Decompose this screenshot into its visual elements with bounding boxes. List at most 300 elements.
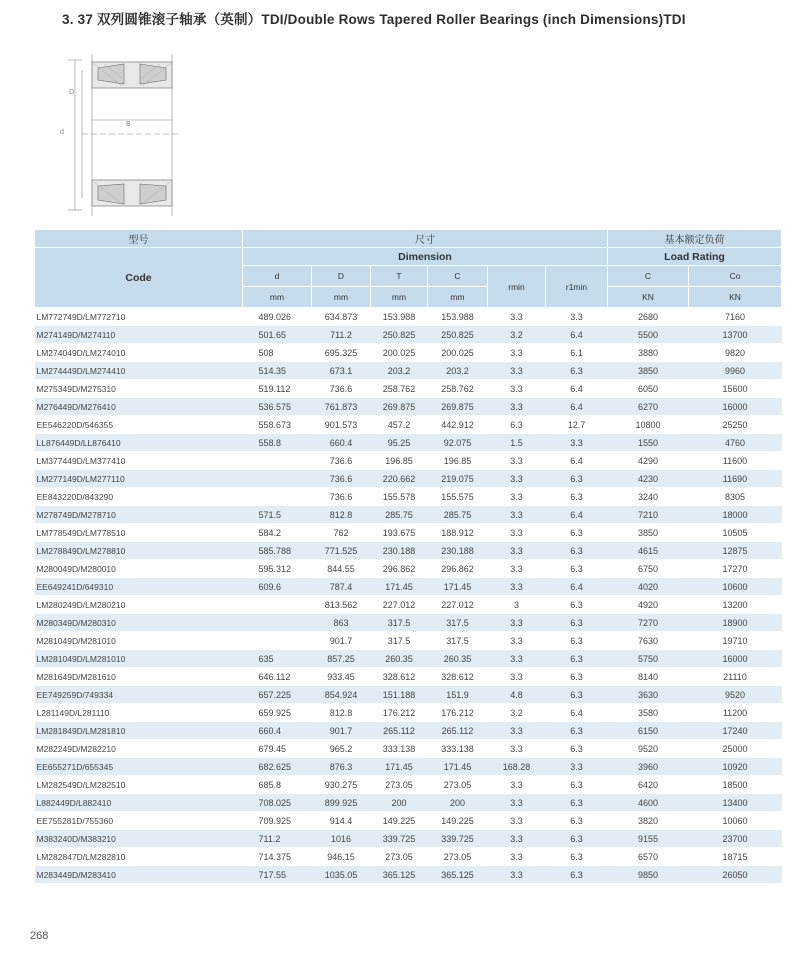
cell-r1min: 3.3 [546, 758, 608, 776]
cell-D: 876.3 [312, 758, 371, 776]
unit-D: mm [312, 287, 371, 308]
cell-C: 333.138 [428, 740, 488, 758]
table-row [35, 452, 782, 470]
cell-load-c: 9520 [608, 740, 689, 758]
table-row [35, 650, 782, 668]
cell-rmin: 3.3 [488, 740, 546, 758]
cell-d: 519.112 [243, 380, 312, 398]
cell-load-c: 1550 [608, 434, 689, 452]
cell-C: 151.9 [428, 686, 488, 704]
cell-rmin: 3.3 [488, 722, 546, 740]
page-title: 3. 37 双列圆锥滚子轴承（英制）TDI/Double Rows Tapered Roller Bearings (inch Dimensions)TDI [62, 12, 686, 27]
cell-d: 717.55 [243, 866, 312, 884]
cell-d: 501.65 [243, 326, 312, 344]
cell-rmin: 3.3 [488, 776, 546, 794]
cell-d: 558.8 [243, 434, 312, 452]
cell-code: M281649D/M281610 [35, 668, 243, 686]
table-row [35, 596, 782, 614]
cell-T: 317.5 [371, 614, 428, 632]
table-row [35, 380, 782, 398]
table-row [35, 506, 782, 524]
cell-load-c: 6270 [608, 398, 689, 416]
cell-C: 230.188 [428, 542, 488, 560]
cell-load-c: 4290 [608, 452, 689, 470]
cell-load-co: 25000 [689, 740, 782, 758]
cell-r1min: 6.3 [546, 812, 608, 830]
cell-code: LM281049D/LM281010 [35, 650, 243, 668]
cell-rmin: 3.3 [488, 488, 546, 506]
cell-rmin: 3.3 [488, 344, 546, 362]
cell-r1min: 6.3 [546, 488, 608, 506]
cell-load-c: 3820 [608, 812, 689, 830]
cell-D: 787.4 [312, 578, 371, 596]
cell-rmin: 3.3 [488, 506, 546, 524]
cell-D: 854.924 [312, 686, 371, 704]
cell-T: 285.75 [371, 506, 428, 524]
cell-D: 914.4 [312, 812, 371, 830]
cell-r1min: 6.4 [546, 506, 608, 524]
cell-rmin: 1.5 [488, 434, 546, 452]
cell-D: 1035.05 [312, 866, 371, 884]
cell-r1min: 6.3 [546, 794, 608, 812]
cell-D: 660.4 [312, 434, 371, 452]
cell-r1min: 6.1 [546, 344, 608, 362]
cell-d: 571.5 [243, 506, 312, 524]
cell-D: 711.2 [312, 326, 371, 344]
cell-load-co: 9960 [689, 362, 782, 380]
header-code: Code [35, 248, 243, 308]
cell-T: 196.85 [371, 452, 428, 470]
cell-T: 230.188 [371, 542, 428, 560]
cell-rmin: 3.3 [488, 848, 546, 866]
cell-T: 317.5 [371, 632, 428, 650]
diagram-label-b: B [126, 121, 131, 128]
cell-r1min: 6.4 [546, 380, 608, 398]
cell-load-c: 3960 [608, 758, 689, 776]
cell-C: 339.725 [428, 830, 488, 848]
cell-r1min: 6.3 [546, 596, 608, 614]
cell-r1min: 6.3 [546, 632, 608, 650]
col-header-load-c: C [608, 266, 689, 287]
cell-D: 965.2 [312, 740, 371, 758]
cell-load-c: 4615 [608, 542, 689, 560]
cell-T: 203.2 [371, 362, 428, 380]
diagram-label-d-outer: D [69, 89, 75, 96]
cell-rmin: 3.3 [488, 668, 546, 686]
cell-D: 857.25 [312, 650, 371, 668]
cell-C: 285.75 [428, 506, 488, 524]
cell-load-c: 3240 [608, 488, 689, 506]
cell-load-co: 18900 [689, 614, 782, 632]
table-row [35, 434, 782, 452]
cell-T: 95.25 [371, 434, 428, 452]
cell-D: 771.525 [312, 542, 371, 560]
cell-rmin: 168.28 [488, 758, 546, 776]
cell-load-c: 3580 [608, 704, 689, 722]
cell-load-c: 3630 [608, 686, 689, 704]
table-row [35, 398, 782, 416]
cell-r1min: 6.3 [546, 524, 608, 542]
cell-load-c: 4020 [608, 578, 689, 596]
cell-rmin: 3.3 [488, 794, 546, 812]
table-row [35, 758, 782, 776]
cell-load-co: 26050 [689, 866, 782, 884]
cell-d: 682.625 [243, 758, 312, 776]
cell-d: 709.925 [243, 812, 312, 830]
cell-D: 813.562 [312, 596, 371, 614]
cell-r1min: 6.3 [546, 848, 608, 866]
cell-d: 489.026 [243, 308, 312, 326]
header-model-cn: 型号 [35, 230, 243, 248]
cell-load-c: 9155 [608, 830, 689, 848]
cell-T: 171.45 [371, 578, 428, 596]
cell-C: 153.988 [428, 308, 488, 326]
cell-code: LM778549D/LM778510 [35, 524, 243, 542]
cell-code: EE649241D/649310 [35, 578, 243, 596]
cell-d: 679.45 [243, 740, 312, 758]
cell-load-c: 7210 [608, 506, 689, 524]
cell-r1min: 6.3 [546, 740, 608, 758]
table-row [35, 416, 782, 434]
cell-load-co: 9820 [689, 344, 782, 362]
table-row [35, 812, 782, 830]
cell-rmin: 3.3 [488, 632, 546, 650]
cell-rmin: 3.3 [488, 452, 546, 470]
cell-D: 673.1 [312, 362, 371, 380]
cell-T: 269.875 [371, 398, 428, 416]
cell-T: 365.125 [371, 866, 428, 884]
header-dimension-en: Dimension [243, 248, 608, 266]
cell-C: 365.125 [428, 866, 488, 884]
cell-load-c: 4230 [608, 470, 689, 488]
cell-load-c: 2680 [608, 308, 689, 326]
cell-load-co: 11690 [689, 470, 782, 488]
cell-D: 812.8 [312, 506, 371, 524]
cell-r1min: 6.4 [546, 398, 608, 416]
cell-rmin: 3.3 [488, 560, 546, 578]
cell-D: 930.275 [312, 776, 371, 794]
cell-D: 946.15 [312, 848, 371, 866]
page-number: 268 [30, 930, 49, 942]
cell-r1min: 6.3 [546, 776, 608, 794]
cell-load-co: 13700 [689, 326, 782, 344]
cell-D: 736.6 [312, 452, 371, 470]
cell-T: 200 [371, 794, 428, 812]
cell-T: 171.45 [371, 758, 428, 776]
table-row [35, 686, 782, 704]
table-row [35, 578, 782, 596]
cell-code: EE843220D/843290 [35, 488, 243, 506]
cell-load-co: 11600 [689, 452, 782, 470]
cell-C: 227.012 [428, 596, 488, 614]
cell-load-c: 3850 [608, 524, 689, 542]
cell-code: LM282847D/LM282810 [35, 848, 243, 866]
header-load-cn: 基本额定负荷 [608, 230, 782, 248]
cell-C: 149.225 [428, 812, 488, 830]
cell-code: L281149D/L281110 [35, 704, 243, 722]
cell-code: LM274049D/LM274010 [35, 344, 243, 362]
cell-r1min: 6.3 [546, 866, 608, 884]
cell-load-c: 6420 [608, 776, 689, 794]
cell-C: 317.5 [428, 632, 488, 650]
cell-code: LM281849D/LM281810 [35, 722, 243, 740]
table-row [35, 722, 782, 740]
cell-rmin: 3.3 [488, 812, 546, 830]
cell-r1min: 12.7 [546, 416, 608, 434]
cell-rmin: 3.3 [488, 542, 546, 560]
table-row [35, 632, 782, 650]
cell-rmin: 3.3 [488, 308, 546, 326]
cell-d [243, 488, 312, 506]
cell-C: 260.35 [428, 650, 488, 668]
cell-d [243, 632, 312, 650]
cell-D: 634.873 [312, 308, 371, 326]
cell-rmin: 3.3 [488, 398, 546, 416]
cell-d: 657.225 [243, 686, 312, 704]
cell-D: 1016 [312, 830, 371, 848]
header-dimension-cn: 尺寸 [243, 230, 608, 248]
cell-r1min: 3.3 [546, 308, 608, 326]
cell-d: 646.112 [243, 668, 312, 686]
cell-code: LM277149D/LM277110 [35, 470, 243, 488]
cell-T: 151.188 [371, 686, 428, 704]
cell-load-co: 15600 [689, 380, 782, 398]
cell-code: EE655271D/655345 [35, 758, 243, 776]
cell-d [243, 470, 312, 488]
cell-code: M281049D/M281010 [35, 632, 243, 650]
table-row [35, 524, 782, 542]
col-header-load-co: Co [689, 266, 782, 287]
cell-rmin: 3.2 [488, 704, 546, 722]
cell-C: 273.05 [428, 776, 488, 794]
cell-load-c: 3880 [608, 344, 689, 362]
cell-T: 200.025 [371, 344, 428, 362]
cell-code: M280049D/M280010 [35, 560, 243, 578]
cell-D: 901.7 [312, 722, 371, 740]
unit-C: mm [428, 287, 488, 308]
col-header-D: D [312, 266, 371, 287]
cell-d: 536.575 [243, 398, 312, 416]
table-row [35, 704, 782, 722]
table-row [35, 614, 782, 632]
cell-load-co: 16000 [689, 398, 782, 416]
cell-d: 711.2 [243, 830, 312, 848]
cell-T: 227.012 [371, 596, 428, 614]
cell-D: 844.55 [312, 560, 371, 578]
cell-D: 901.573 [312, 416, 371, 434]
cell-load-co: 7160 [689, 308, 782, 326]
cell-load-co: 12875 [689, 542, 782, 560]
cell-d: 508 [243, 344, 312, 362]
cell-T: 250.825 [371, 326, 428, 344]
table-row [35, 866, 782, 884]
cell-C: 258.762 [428, 380, 488, 398]
cell-load-c: 4600 [608, 794, 689, 812]
cell-T: 265.112 [371, 722, 428, 740]
cell-C: 171.45 [428, 758, 488, 776]
bearing-diagram [60, 50, 190, 220]
cell-d: 584.2 [243, 524, 312, 542]
cell-C: 265.112 [428, 722, 488, 740]
cell-r1min: 6.3 [546, 830, 608, 848]
cell-C: 196.85 [428, 452, 488, 470]
table-row [35, 362, 782, 380]
col-header-d: d [243, 266, 312, 287]
cell-rmin: 3.3 [488, 470, 546, 488]
cell-load-c: 10800 [608, 416, 689, 434]
cell-load-co: 13400 [689, 794, 782, 812]
unit-load-c: KN [608, 287, 689, 308]
cell-code: LM772749D/LM772710 [35, 308, 243, 326]
cell-C: 219.075 [428, 470, 488, 488]
cell-C: 176.212 [428, 704, 488, 722]
cell-load-co: 21110 [689, 668, 782, 686]
cell-C: 273.05 [428, 848, 488, 866]
cell-D: 762 [312, 524, 371, 542]
cell-code: M278749D/M278710 [35, 506, 243, 524]
cell-T: 339.725 [371, 830, 428, 848]
cell-C: 328.612 [428, 668, 488, 686]
cell-load-co: 16000 [689, 650, 782, 668]
cell-rmin: 4.8 [488, 686, 546, 704]
table-row [35, 794, 782, 812]
cell-D: 812.8 [312, 704, 371, 722]
cell-code: LL876449D/LL876410 [35, 434, 243, 452]
cell-load-co: 10060 [689, 812, 782, 830]
cell-load-co: 10920 [689, 758, 782, 776]
cell-D: 736.6 [312, 488, 371, 506]
col-header-rmin: rmin [488, 266, 546, 308]
cell-load-c: 3850 [608, 362, 689, 380]
cell-load-c: 6750 [608, 560, 689, 578]
cell-d: 659.925 [243, 704, 312, 722]
cell-d [243, 614, 312, 632]
cell-r1min: 6.3 [546, 560, 608, 578]
cell-d: 585.788 [243, 542, 312, 560]
cell-code: M280349D/M280310 [35, 614, 243, 632]
table-row [35, 848, 782, 866]
cell-load-co: 11200 [689, 704, 782, 722]
cell-C: 92.075 [428, 434, 488, 452]
table-row [35, 470, 782, 488]
table-row [35, 488, 782, 506]
cell-code: LM274449D/LM274410 [35, 362, 243, 380]
table-row [35, 344, 782, 362]
cell-load-co: 18500 [689, 776, 782, 794]
cell-load-co: 9520 [689, 686, 782, 704]
cell-C: 203.2 [428, 362, 488, 380]
cell-load-co: 25250 [689, 416, 782, 434]
cell-C: 200.025 [428, 344, 488, 362]
cell-rmin: 3.3 [488, 866, 546, 884]
cell-load-c: 9850 [608, 866, 689, 884]
cell-load-c: 5750 [608, 650, 689, 668]
cell-code: M282249D/M282210 [35, 740, 243, 758]
cell-r1min: 6.3 [546, 722, 608, 740]
cell-load-c: 4920 [608, 596, 689, 614]
col-header-C: C [428, 266, 488, 287]
cell-T: 155.578 [371, 488, 428, 506]
table-row [35, 740, 782, 758]
table-row [35, 776, 782, 794]
cell-code: M275349D/M275310 [35, 380, 243, 398]
cell-D: 899.925 [312, 794, 371, 812]
cell-rmin: 3.3 [488, 380, 546, 398]
cell-load-co: 10505 [689, 524, 782, 542]
cell-T: 333.138 [371, 740, 428, 758]
cell-rmin: 6.3 [488, 416, 546, 434]
cell-d: 595.312 [243, 560, 312, 578]
cell-load-c: 8140 [608, 668, 689, 686]
cell-r1min: 6.4 [546, 578, 608, 596]
table-row [35, 668, 782, 686]
table-row [35, 542, 782, 560]
diagram-label-d-inner: d [60, 129, 64, 136]
cell-load-c: 7630 [608, 632, 689, 650]
cell-r1min: 6.3 [546, 362, 608, 380]
unit-T: mm [371, 287, 428, 308]
cell-r1min: 6.3 [546, 542, 608, 560]
cell-D: 736.6 [312, 380, 371, 398]
cell-load-c: 7270 [608, 614, 689, 632]
cell-d: 714.375 [243, 848, 312, 866]
cell-load-c: 6570 [608, 848, 689, 866]
cell-T: 258.762 [371, 380, 428, 398]
unit-load-co: KN [689, 287, 782, 308]
table-row [35, 308, 782, 326]
cell-rmin: 3.3 [488, 650, 546, 668]
cell-C: 171.45 [428, 578, 488, 596]
table-body [35, 308, 782, 884]
cell-rmin: 3.3 [488, 830, 546, 848]
cell-T: 193.675 [371, 524, 428, 542]
cell-C: 200 [428, 794, 488, 812]
cell-load-c: 5500 [608, 326, 689, 344]
cell-d [243, 596, 312, 614]
cell-load-co: 17240 [689, 722, 782, 740]
cell-d: 514.35 [243, 362, 312, 380]
cell-D: 933.45 [312, 668, 371, 686]
cell-D: 761.873 [312, 398, 371, 416]
cell-C: 442.912 [428, 416, 488, 434]
cell-T: 149.225 [371, 812, 428, 830]
cell-T: 457.2 [371, 416, 428, 434]
cell-D: 901.7 [312, 632, 371, 650]
cell-C: 188.912 [428, 524, 488, 542]
cell-code: LM280249D/LM280210 [35, 596, 243, 614]
cell-load-c: 6150 [608, 722, 689, 740]
cell-d: 609.6 [243, 578, 312, 596]
cell-r1min: 6.4 [546, 704, 608, 722]
cell-load-co: 10600 [689, 578, 782, 596]
cell-rmin: 3.3 [488, 362, 546, 380]
cell-code: M383240D/M383210 [35, 830, 243, 848]
cell-rmin: 3.2 [488, 326, 546, 344]
unit-d: mm [243, 287, 312, 308]
cell-code: EE749259D/749334 [35, 686, 243, 704]
cell-code: EE755281D/755360 [35, 812, 243, 830]
table-row [35, 326, 782, 344]
col-header-T: T [371, 266, 428, 287]
cell-r1min: 6.4 [546, 452, 608, 470]
cell-T: 296.862 [371, 560, 428, 578]
cell-C: 296.862 [428, 560, 488, 578]
table-row [35, 830, 782, 848]
cell-D: 736.6 [312, 470, 371, 488]
cell-d: 558.673 [243, 416, 312, 434]
cell-r1min: 3.3 [546, 434, 608, 452]
cell-D: 863 [312, 614, 371, 632]
